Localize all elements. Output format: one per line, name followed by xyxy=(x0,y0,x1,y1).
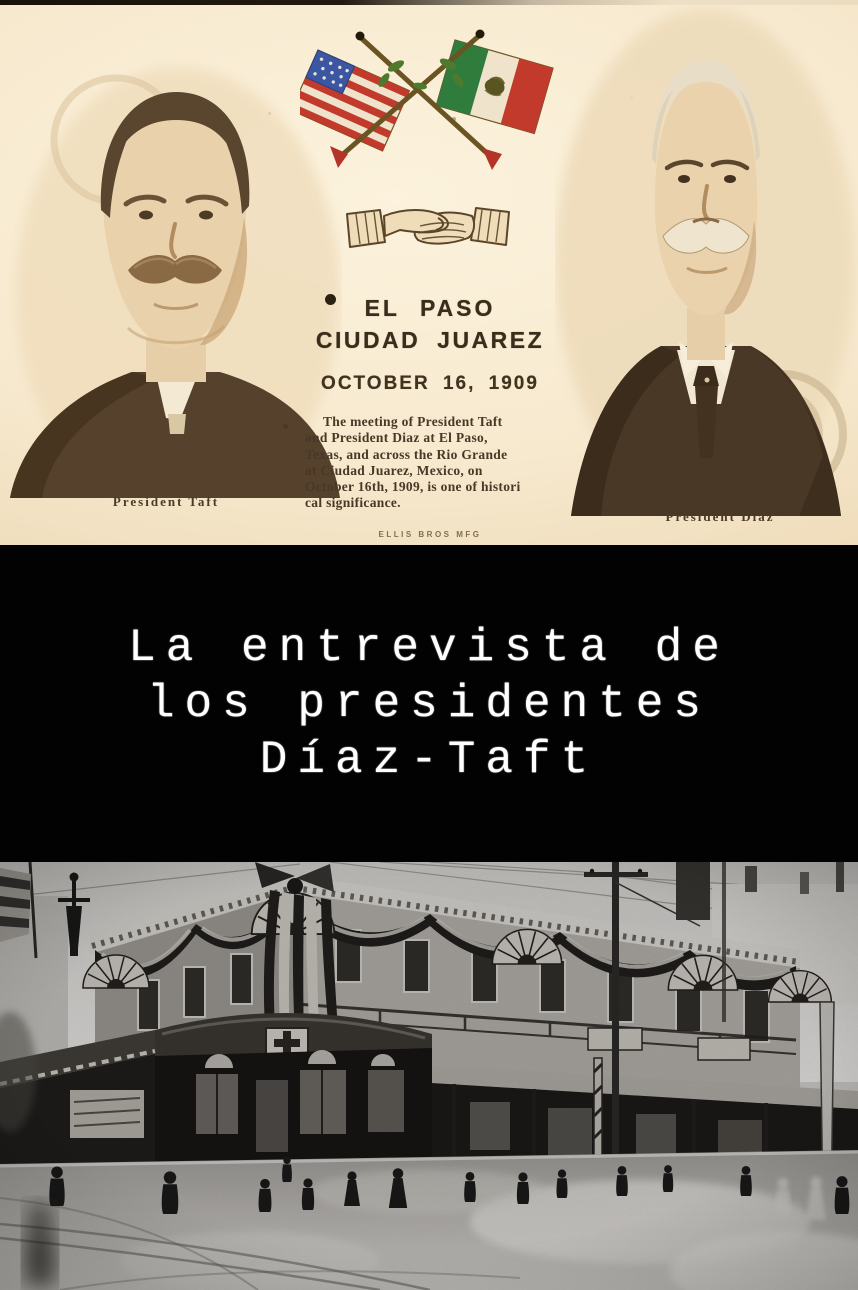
title-card xyxy=(0,545,858,862)
caption-line: October 16th, 1909, is one of histori xyxy=(305,479,521,495)
title-line-2: los presidentes xyxy=(146,677,712,730)
pole-finial xyxy=(356,32,365,41)
printer-credit: ELLIS BROS MFG xyxy=(378,530,482,539)
pole-finial xyxy=(476,30,485,39)
diaz-portrait xyxy=(555,6,858,516)
crossed-flags-icon xyxy=(300,28,570,178)
title-line-3: Díaz-Taft xyxy=(259,733,599,786)
title-line-1: La entrevista de xyxy=(128,621,730,674)
caption-line: and President Diaz at El Paso, xyxy=(305,430,488,446)
taft-caption: President Taft xyxy=(112,494,220,509)
note-bullet-dot xyxy=(283,424,288,429)
vignette xyxy=(0,862,858,1290)
photo-section xyxy=(0,862,858,1290)
place-line-1: EL PASO xyxy=(364,295,496,321)
diaz-caption: President Diaz xyxy=(665,509,775,524)
flag-tip xyxy=(482,148,502,170)
place-line-2: CIUDAD JUAREZ xyxy=(315,327,545,353)
street-scene-photo xyxy=(0,862,858,1290)
taft-portrait xyxy=(8,42,342,498)
caption-line: Texas, and across the Rio Grande xyxy=(305,446,508,462)
caption-line: at Ciudad Juarez, Mexico, on xyxy=(305,462,483,478)
handshake-icon xyxy=(344,194,512,256)
caption-line: cal significance. xyxy=(305,495,401,511)
postcard-section xyxy=(0,0,858,545)
date-line: OCTOBER 16, 1909 xyxy=(321,373,539,394)
postcard-top-edge xyxy=(0,0,858,5)
caption-paragraph xyxy=(305,414,563,512)
caption-line: The meeting of President Taft xyxy=(323,414,503,429)
